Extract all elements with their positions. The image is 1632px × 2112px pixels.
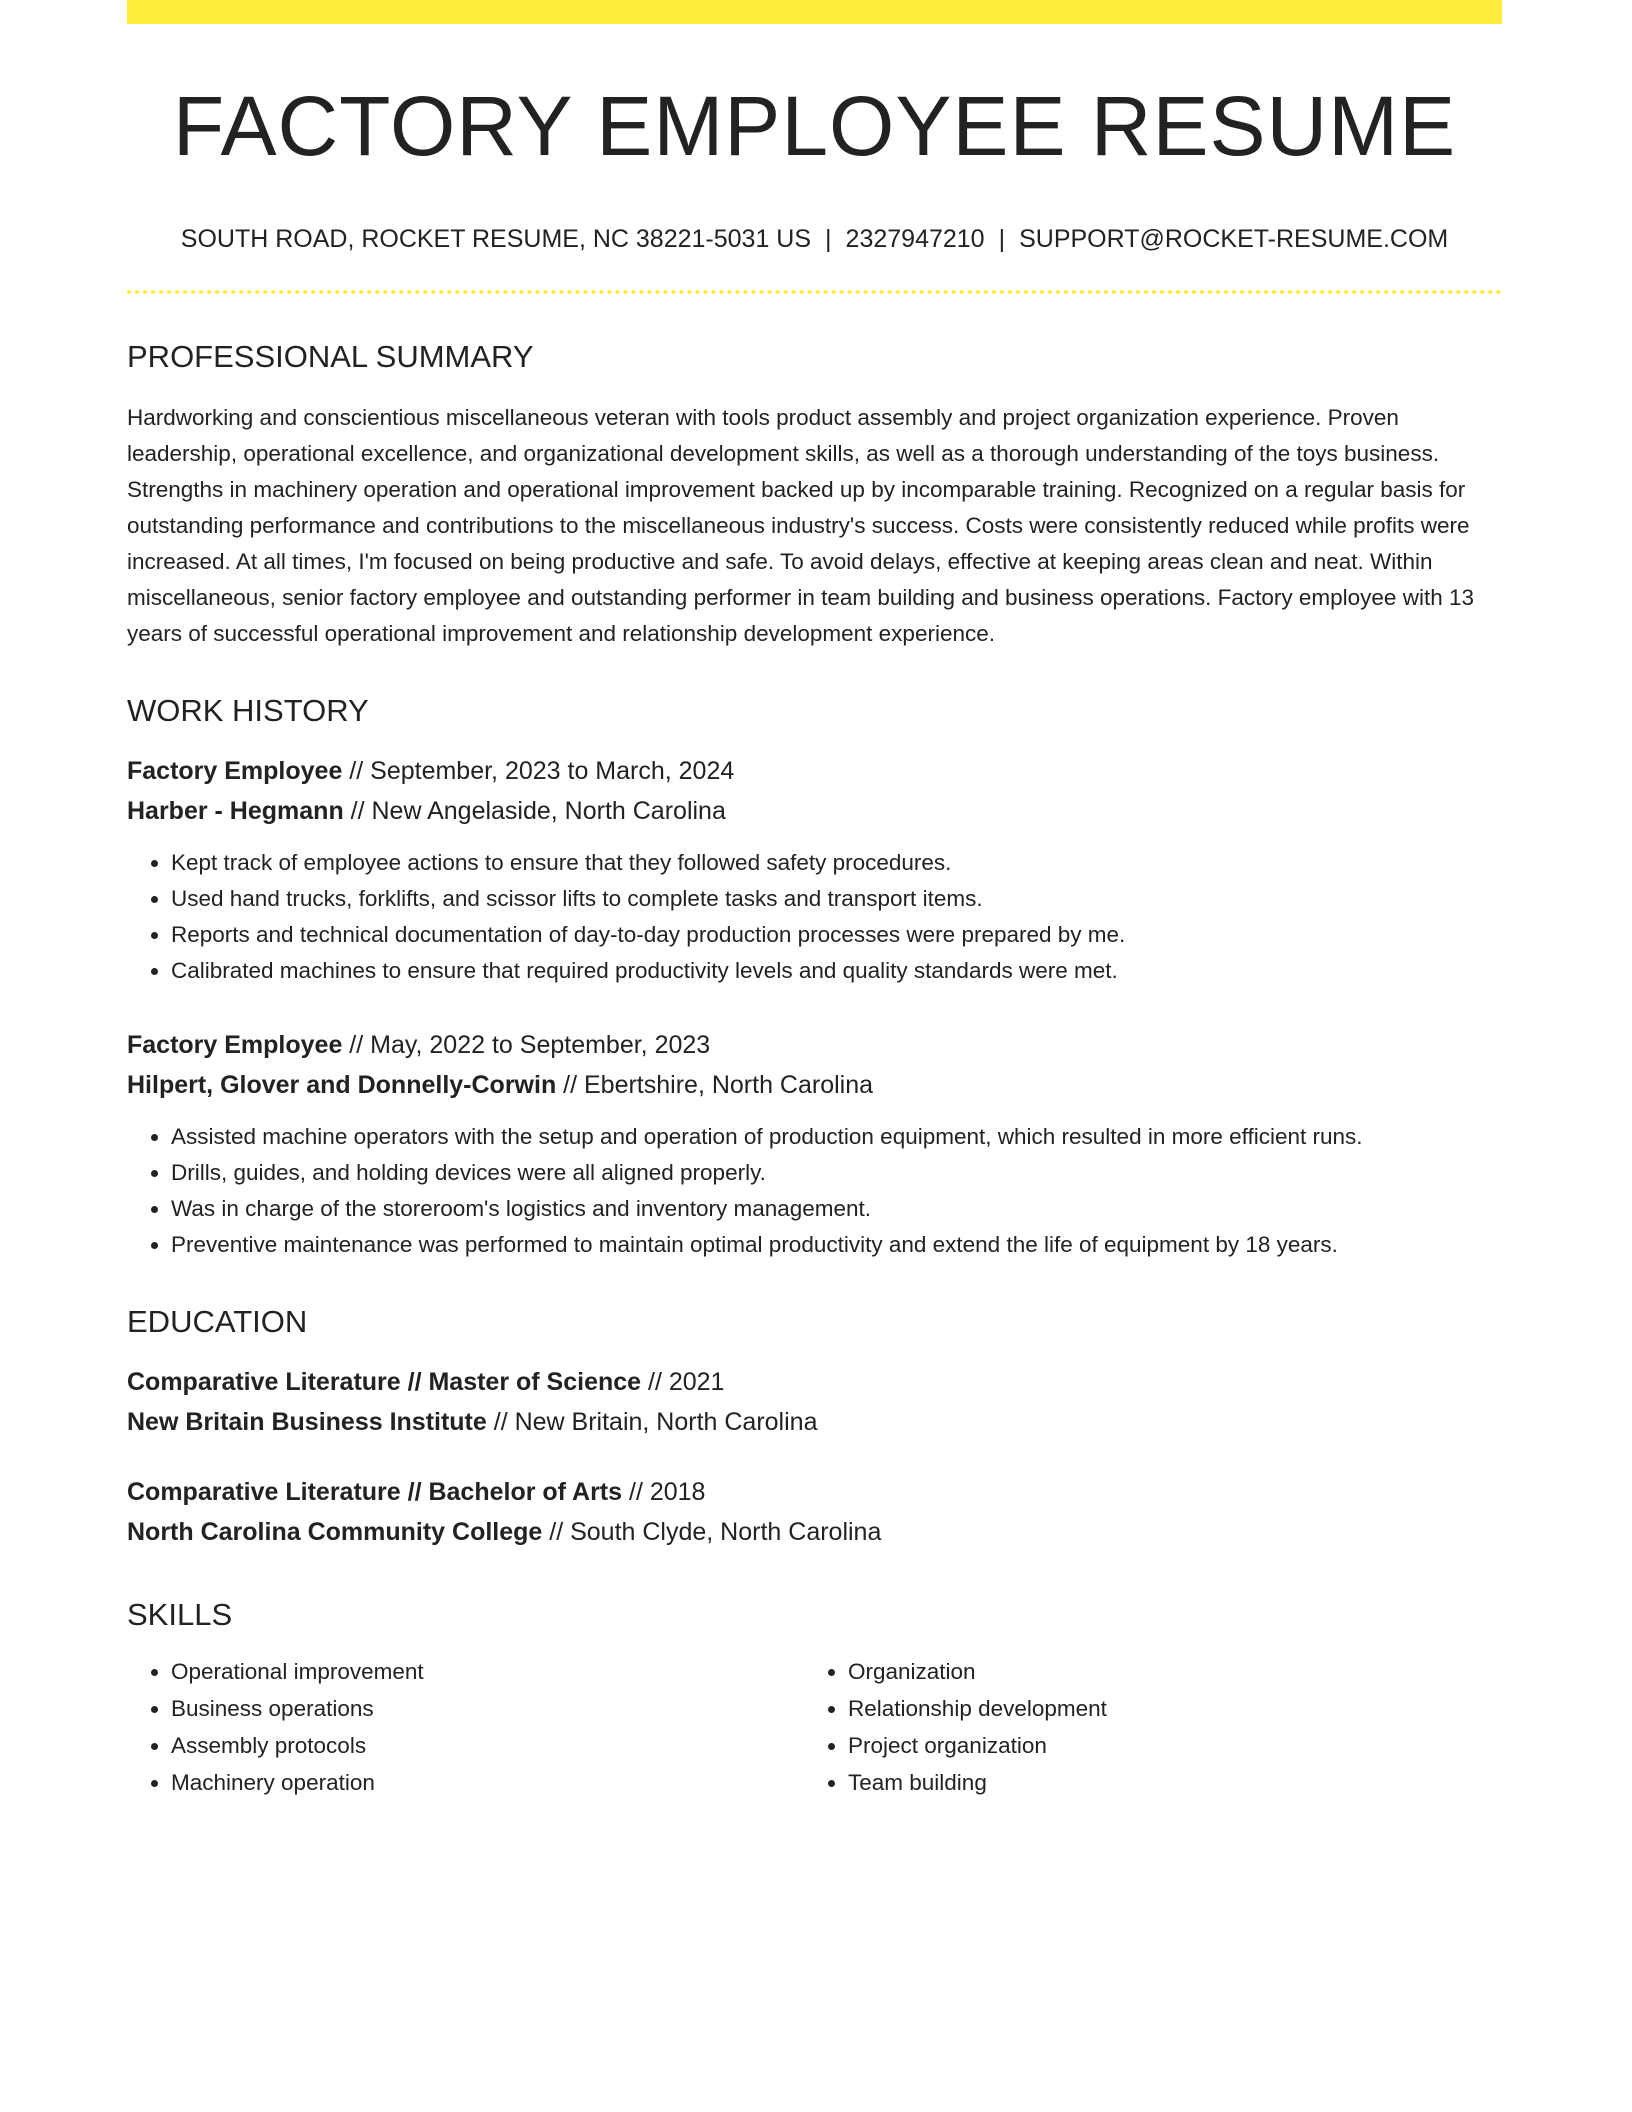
job-company: Harber - Hegmann [127, 796, 344, 825]
job-bullets [127, 1119, 1502, 1263]
skill-item: • Organization [848, 1653, 1481, 1690]
degree-title: Comparative Literature // Master of Science [127, 1367, 642, 1396]
work-history-heading: WORK HISTORY [127, 692, 369, 728]
job-location: // Ebertshire, North Carolina [556, 1070, 874, 1099]
contact-line [127, 224, 1502, 254]
job-title: Factory Employee [127, 1030, 343, 1059]
job-location: // New Angelaside, North Carolina [343, 796, 726, 825]
degree-year: // 2021 [641, 1367, 725, 1396]
job-entry [127, 1025, 1502, 1263]
accent-top-bar [127, 0, 1502, 24]
job-title: Factory Employee [127, 756, 343, 785]
skills-heading: SKILLS [127, 1596, 233, 1632]
education-entry [127, 1362, 1502, 1442]
degree-line [127, 1362, 1502, 1402]
job-bullets [127, 845, 1502, 989]
degree-line [127, 1472, 1502, 1512]
job-bullet: • Preventive maintenance was performed to maintain optimal productivity and extend the life of equipment by 18 years. [171, 1227, 1502, 1263]
skills-list-right [804, 1653, 1481, 1801]
job-bullet: • Kept track of employee actions to ensure that they followed safety procedures. [171, 845, 1502, 881]
skill-item: • Assembly protocols [171, 1727, 804, 1764]
education-entry [127, 1472, 1502, 1552]
skills-grid [127, 1653, 1502, 1801]
contact-separator: | [825, 225, 832, 254]
address-text: SOUTH ROAD, ROCKET RESUME, NC 38221-5031 US [180, 225, 812, 254]
skill-item: • Business operations [171, 1690, 804, 1727]
skill-item: • Team building [848, 1764, 1481, 1801]
school-name: New Britain Business Institute [127, 1407, 487, 1436]
summary-paragraph: Hardworking and conscientious miscellaneous veteran with tools product assembly and project organization experience. Proven leadership, operational excellence, and organizational development skills, as well as a thorough understanding of the toys business. Strengths in machinery operation and operational improvement backed up by incomparable training. Recognized on a regular basis for outstanding performance and contributions to the miscellaneous industry's success. Costs were consistently reduced while profits were increased. At all times, I'm focused on being productive and safe. To avoid delays, effective at keeping areas clean and neat. Within miscellaneous, senior factory employee and outstanding performer in team building and business operations. Factory employee with 13 years of successful operational improvement and relationship development experience. [127, 404, 1474, 646]
skill-item: • Machinery operation [171, 1764, 804, 1801]
job-bullet: • Drills, guides, and holding devices were all aligned properly. [171, 1155, 1502, 1191]
education-heading: EDUCATION [127, 1303, 308, 1339]
skill-item: • Project organization [848, 1727, 1481, 1764]
resume-page [127, 0, 1502, 1801]
school-name: North Carolina Community College [127, 1517, 543, 1546]
skill-item: • Operational improvement [171, 1653, 804, 1690]
job-bullet: • Calibrated machines to ensure that required productivity levels and quality standards were met. [171, 953, 1502, 989]
school-location: // New Britain, North Carolina [486, 1407, 818, 1436]
job-company-line [127, 791, 1502, 831]
school-line [127, 1512, 1502, 1552]
phone-text: 2327947210 [845, 225, 985, 254]
job-dates: // September, 2023 to March, 2024 [342, 756, 735, 785]
job-title-line [127, 1025, 1502, 1065]
degree-title: Comparative Literature // Bachelor of Arts [127, 1477, 623, 1506]
degree-year: // 2018 [622, 1477, 706, 1506]
skills-list-left [127, 1653, 804, 1801]
skill-item: • Relationship development [848, 1690, 1481, 1727]
job-bullet: • Used hand trucks, forklifts, and scissor lifts to complete tasks and transport items. [171, 881, 1502, 917]
job-company: Hilpert, Glover and Donnelly-Corwin [127, 1070, 557, 1099]
email-text: SUPPORT@ROCKET-RESUME.COM [1019, 225, 1449, 254]
job-company-line [127, 1065, 1502, 1105]
job-entry [127, 751, 1502, 989]
job-bullet: • Was in charge of the storeroom's logistics and inventory management. [171, 1191, 1502, 1227]
school-line [127, 1402, 1502, 1442]
job-dates: // May, 2022 to September, 2023 [342, 1030, 711, 1059]
school-location: // South Clyde, North Carolina [542, 1517, 882, 1546]
dotted-divider [127, 290, 1502, 294]
resume-title: FACTORY EMPLOYEE RESUME [172, 79, 1457, 173]
job-title-line [127, 751, 1502, 791]
contact-separator: | [998, 225, 1006, 254]
job-bullet: • Assisted machine operators with the setup and operation of production equipment, which resulted in more efficient runs. [171, 1119, 1502, 1155]
summary-heading: PROFESSIONAL SUMMARY [127, 339, 534, 375]
job-bullet: • Reports and technical documentation of day-to-day production processes were prepared by me. [171, 917, 1502, 953]
